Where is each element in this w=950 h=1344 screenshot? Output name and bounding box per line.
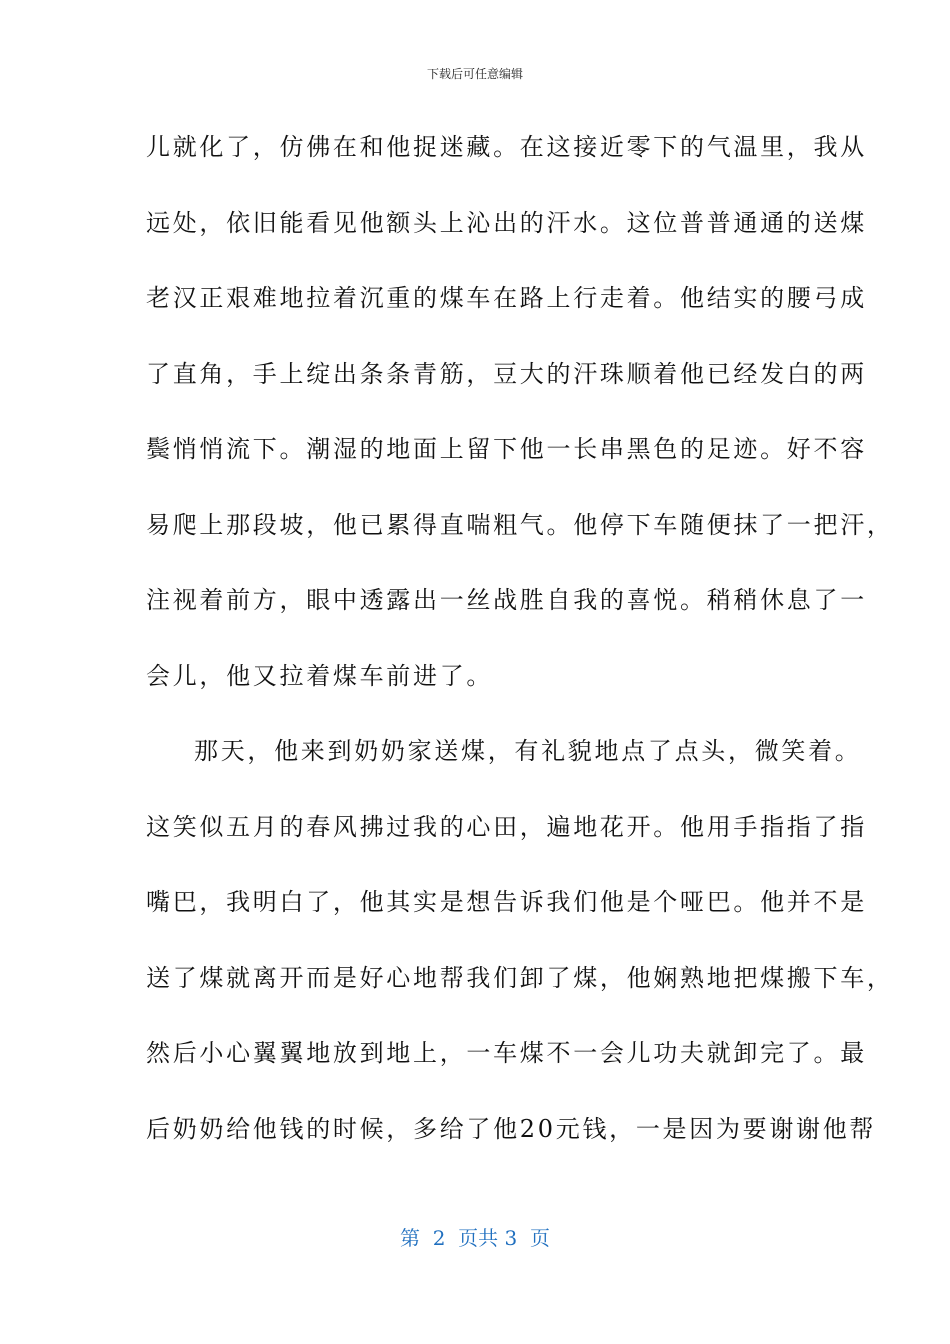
text-line: 易爬上那段坡，他已累得直喘粗气。他停下车随便抹了一把汗， xyxy=(146,510,894,539)
paragraph-start-line: 那天，他来到奶奶家送煤，有礼貌地点了点头，微笑着。 xyxy=(194,737,862,765)
page-header: 下载后可任意编辑 xyxy=(426,67,523,81)
text-line: 老汉正艰难地拉着沉重的煤车在路上行走着。他结实的腰弓成 xyxy=(146,284,867,312)
text-line: 嘴巴，我明白了，他其实是想告诉我们他是个哑巴。他并不是 xyxy=(146,888,867,916)
text-line: 了直角，手上绽出条条青筋，豆大的汗珠顺着他已经发白的两 xyxy=(146,359,867,388)
text-line: 后奶奶给他钱的时候，多给了他20元钱，一是因为要谢谢他帮 xyxy=(146,1114,877,1143)
text-line: 送了煤就离开而是好心地帮我们卸了煤，他娴熟地把煤搬下车， xyxy=(146,963,894,992)
page-number-footer: 第 2 页共 3 页 xyxy=(400,1226,550,1250)
text-line: 然后小心翼翼地放到地上，一车煤不一会儿功夫就卸完了。最 xyxy=(146,1039,867,1067)
text-line: 儿就化了，仿佛在和他捉迷藏。在这接近零下的气温里，我从 xyxy=(146,133,867,161)
text-line: 会儿，他又拉着煤车前进了。 xyxy=(146,661,494,690)
text-line: 注视着前方，眼中透露出一丝战胜自我的喜悦。稍稍休息了一 xyxy=(146,586,867,614)
body-text xyxy=(146,125,894,1182)
text-line: 远处，依旧能看见他额头上沁出的汗水。这位普普通通的送煤 xyxy=(146,208,867,237)
text-line: 鬓悄悄流下。潮湿的地面上留下他一长串黑色的足迹。好不容 xyxy=(146,435,867,463)
text-line: 这笑似五月的春风拂过我的心田，遍地花开。他用手指指了指 xyxy=(146,812,867,841)
